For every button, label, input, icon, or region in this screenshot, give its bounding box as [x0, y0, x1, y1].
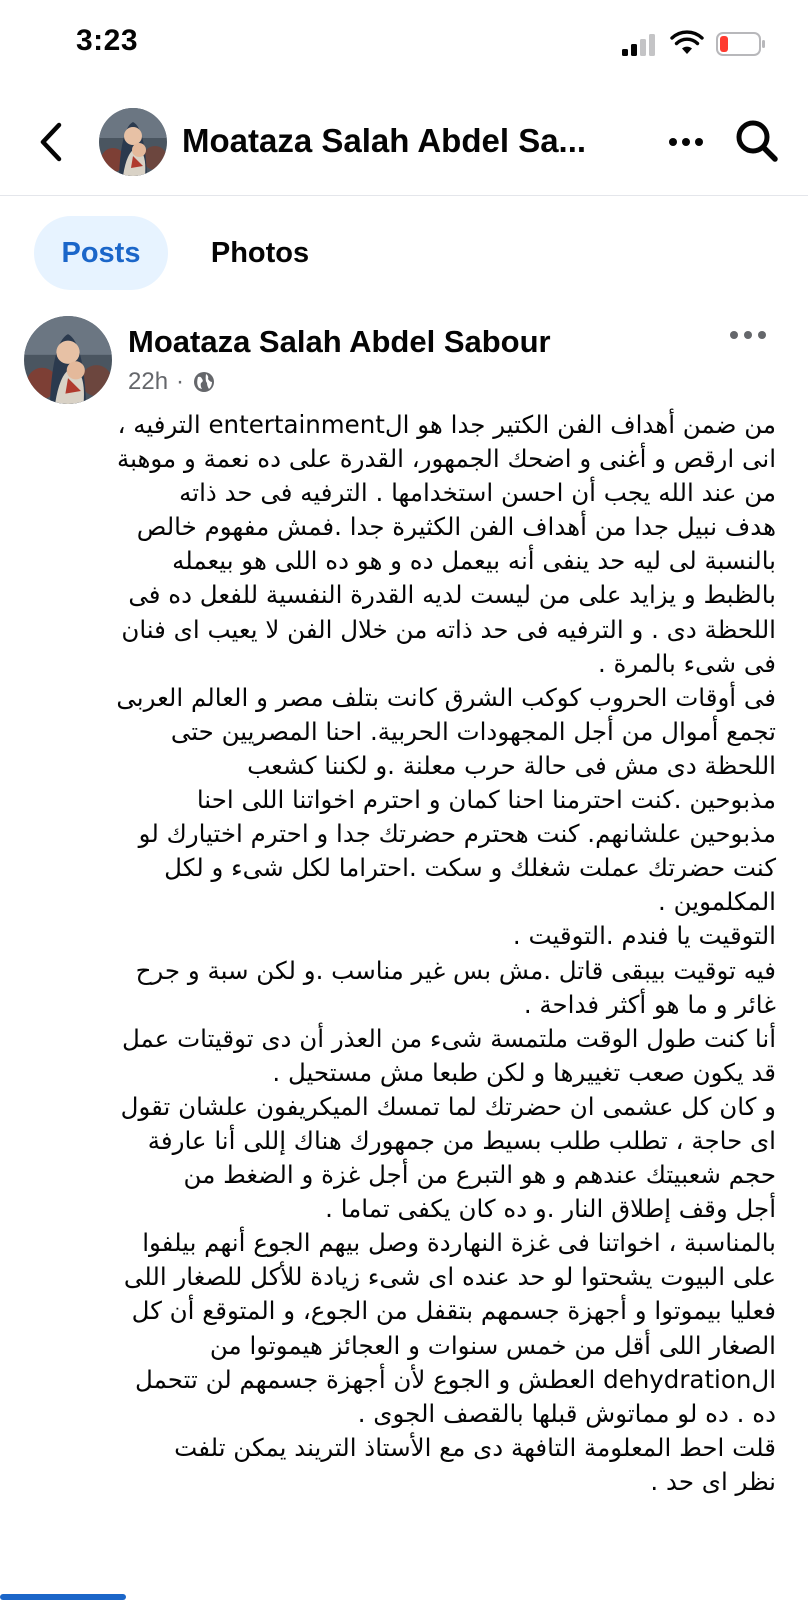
- post-text-line: هدف نبيل جدا من أهداف الفن الكثيرة جدا .فمش مفهوم خالص: [136, 512, 776, 542]
- status-time: 3:23: [76, 24, 139, 57]
- profile-tabs: [0, 212, 808, 292]
- post-card: [0, 312, 808, 1600]
- post-text-line: التوقيت يا فندم .التوقيت .: [512, 921, 776, 951]
- more-dots-icon: [729, 330, 767, 340]
- post-text-line: مذبوحين .كنت احترمنا احنا كمان و احترم اخواتنا اللى احنا: [196, 785, 776, 815]
- more-options-button[interactable]: [664, 120, 708, 164]
- header-title: Moataza Salah Abdel Sa...: [182, 122, 587, 159]
- tab-photos[interactable]: Photos: [210, 236, 310, 269]
- post-time[interactable]: 22h: [128, 368, 169, 395]
- meta-separator: ·: [176, 368, 185, 395]
- post-text-line: تجمع أموال من أجل المجهودات الحربية. احنا المصريين حتى: [170, 716, 776, 746]
- post-text-line: بالنسبة لى ليه حد ينفى أنه بيعمل ده و هو ده اللى هو بيعمله: [172, 546, 776, 576]
- avatar[interactable]: [99, 108, 167, 176]
- post-text-line: انى ارقص و أغنى و اضحك الجمهور، القدرة على ده نعمة و موهبة: [116, 444, 776, 474]
- post-text-line: كنت حضرتك عملت شغلك و سكت .احتراما لكل شىء و لكل: [164, 853, 776, 883]
- more-dots-icon: [668, 137, 704, 147]
- wifi-icon: [670, 30, 704, 56]
- globe-icon: [192, 370, 216, 394]
- post-text-line: غائر و ما هو أكثر فداحة .: [523, 989, 776, 1019]
- post-text-line: فى شىء بالمرة .: [597, 648, 776, 678]
- post-meta: [128, 368, 216, 396]
- post-text: [24, 408, 776, 1499]
- post-options-button[interactable]: [726, 320, 770, 350]
- post-text-line: ده . ده لو مماتوش قبلها بالقصف الجوى .: [357, 1398, 776, 1428]
- post-text-line: بالمناسبة ، اخواتنا فى غزة النهاردة وصل بيهم الجوع أنهم بيلفوا: [142, 1228, 776, 1258]
- post-text-line: اى حاجة ، تطلب طلب بسيط من جمهورك هناك إللى أنا عارفة: [147, 1125, 776, 1155]
- post-text-line: الصغار اللى أقل من خمس سنوات و العجائز هيموتوا من: [209, 1330, 776, 1360]
- post-text-line: بالظبط و يزايد على من ليست لديه القدرة النفسية للفعل ده فى: [128, 580, 776, 610]
- back-arrow-icon: [37, 122, 63, 162]
- post-text-line: فعليا بيموتوا و أجهزة جسمهم بتقفل من الجوع، و المتوقع أن كل: [131, 1296, 776, 1326]
- post-text-line: فى أوقات الحروب كوكب الشرق كانت بتلف مصر و العالم العربى: [116, 682, 776, 712]
- scroll-indicator: [0, 1594, 126, 1600]
- back-button[interactable]: [30, 118, 70, 166]
- post-text-line: على البيوت يشحتوا لو حد عنده اى شىء زيادة للأكل للصغار اللى: [123, 1262, 776, 1292]
- post-text-line: فيه توقيت بيبقى قاتل .مش بس غير مناسب .و لكن سبة و جرح: [135, 955, 776, 985]
- post-text-line: اللحظة دى مش فى حالة حرب معلنة .و لكننا كشعب: [247, 750, 776, 780]
- tab-posts[interactable]: Posts: [34, 216, 168, 290]
- status-bar: [0, 0, 808, 90]
- post-text-line: الdehydration العطش و الجوع لأن أجهزة جسمهم لن تتحمل: [135, 1364, 776, 1394]
- search-button[interactable]: [732, 116, 782, 166]
- post-text-line: من ضمن أهداف الفن الكتير جدا هو الentertainment الترفيه ،: [117, 410, 776, 439]
- post-text-line: أجل وقف إطلاق النار .و ده كان يكفى تماما .: [325, 1194, 776, 1224]
- post-text-line: المكلموين .: [658, 887, 776, 917]
- post-text-line: قلت احط المعلومة التافهة دى مع الأستاذ التريند يمكن تلفت: [174, 1432, 776, 1462]
- battery-icon: [716, 32, 766, 56]
- post-text-line: أنا كنت طول الوقت ملتمسة شىء من العذر أن دى توقيتات عمل: [121, 1023, 776, 1053]
- post-author-avatar[interactable]: [24, 316, 112, 404]
- post-text-line: قد يكون صعب تغييرها و لكن طبعا مش مستحيل .: [272, 1057, 776, 1087]
- post-text-line: مذبوحين علشانهم. كنت هحترم حضرتك جدا و احترم اختيارك لو: [138, 819, 776, 849]
- post-text-line: نظر اى حد .: [650, 1466, 776, 1496]
- signal-icon: [621, 33, 657, 57]
- search-icon: [735, 119, 779, 163]
- post-text-line: اللحظة دى . و الترفيه فى حد ذاته من خلال الفن لا يعيب اى فنان: [121, 614, 776, 644]
- profile-photo: [24, 316, 112, 404]
- post-text-line: من عند الله يجب أن احسن استخدامها . الترفيه فى حد ذاته: [179, 478, 776, 508]
- post-text-line: و كان كل عشمى ان حضرتك لما تمسك الميكريفون علشان تقول: [120, 1091, 776, 1121]
- profile-header: [0, 96, 808, 196]
- post-text-line: حجم شعبيتك عندهم و هو التبرع من أجل غزة و الضغط من: [183, 1160, 776, 1190]
- profile-photo: [99, 108, 167, 176]
- post-author-name[interactable]: Moataza Salah Abdel Sabour: [128, 324, 551, 359]
